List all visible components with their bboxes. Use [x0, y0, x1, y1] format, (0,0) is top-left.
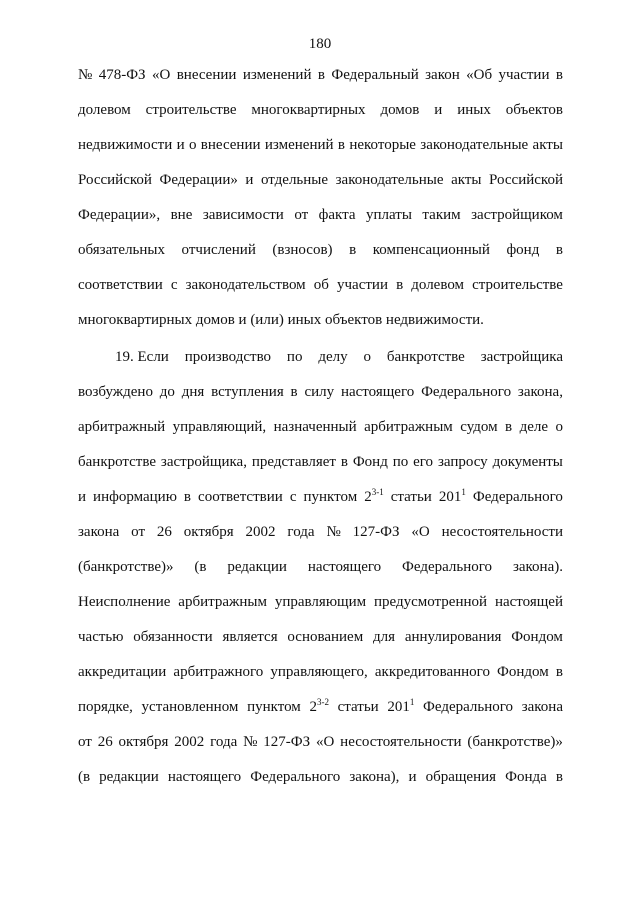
word: арбитражный — [78, 419, 166, 435]
word: Федеральный — [331, 67, 419, 83]
word: «О — [315, 734, 335, 750]
word: в — [349, 242, 357, 258]
word: компенсационный — [372, 242, 490, 258]
word: в — [183, 489, 192, 505]
word: 127-ФЗ — [263, 734, 311, 750]
word: 26 — [97, 734, 113, 750]
text-line — [78, 452, 563, 472]
text-line — [78, 100, 563, 120]
word: октября — [118, 734, 169, 750]
word: с — [170, 277, 178, 293]
word: (взносов) — [272, 242, 333, 258]
word: застройщика, — [160, 454, 247, 470]
word: внесении — [176, 67, 237, 83]
word: и — [408, 769, 417, 785]
word: (банкротстве)» — [467, 734, 563, 750]
text-line — [78, 557, 563, 577]
word: долевом — [411, 277, 465, 293]
word: закона — [521, 699, 563, 715]
word: Фонд — [352, 454, 388, 470]
word: года — [287, 524, 315, 540]
word: таким — [422, 207, 461, 223]
word: предусмотренной — [373, 594, 488, 610]
word: в — [340, 454, 348, 470]
word: объектов — [505, 102, 563, 118]
word: внесении — [200, 137, 261, 153]
word: и — [78, 489, 87, 505]
word: представляет — [251, 454, 336, 470]
word: отчислений — [181, 242, 256, 258]
text-line — [78, 487, 563, 507]
word: и — [176, 137, 185, 153]
word: Неисполнение — [78, 594, 171, 610]
superscript: 3-2 — [316, 697, 329, 707]
word: Федерации» — [159, 172, 238, 188]
word: аккредитованного — [374, 664, 490, 680]
word: строительстве — [145, 102, 237, 118]
word: 2002 — [245, 524, 276, 540]
word: фонд — [506, 242, 540, 258]
word: дня — [181, 384, 205, 400]
word: законодательные — [420, 137, 529, 153]
word: «О — [411, 524, 430, 540]
word: о — [188, 137, 197, 153]
word: Федерального — [472, 489, 563, 505]
word: участии — [337, 277, 388, 293]
word: законодательные — [335, 172, 444, 188]
word: по — [286, 349, 303, 365]
word: Российской — [489, 172, 563, 188]
word: и — [245, 172, 254, 188]
word: 2$^{3-2}$ — [309, 697, 329, 715]
superscript: 1 — [461, 487, 466, 497]
word: изменений — [242, 67, 312, 83]
word: Федерального — [402, 559, 493, 575]
word: в — [555, 769, 563, 785]
text-line: многоквартирных домов и (или) иных объектов недвижимости. — [78, 312, 484, 328]
word: Фонда — [505, 769, 547, 785]
word: редакции — [99, 769, 159, 785]
word: № — [243, 734, 258, 750]
text-line — [78, 592, 563, 612]
word: арбитражным — [364, 419, 453, 435]
word: в — [555, 67, 563, 83]
word: редакции — [227, 559, 287, 575]
word: в — [317, 67, 325, 83]
word: информацию — [93, 489, 177, 505]
word: (банкротстве)» — [78, 559, 174, 575]
word: факта — [318, 207, 356, 223]
word: «О — [151, 67, 171, 83]
word: Федерального — [423, 699, 514, 715]
superscript: 3-1 — [371, 487, 384, 497]
word: вступления — [211, 384, 284, 400]
word: о — [363, 349, 371, 365]
word: о — [555, 419, 563, 435]
text-line — [78, 65, 563, 85]
word: Федерального — [421, 384, 512, 400]
word: 19. Если — [115, 349, 169, 365]
word: и — [434, 102, 443, 118]
word: многоквартирных — [251, 102, 366, 118]
word: с — [289, 489, 297, 505]
word: «Об — [466, 67, 493, 83]
word: 478-ФЗ — [98, 67, 146, 83]
text-line — [78, 205, 563, 225]
word: 2002 — [174, 734, 205, 750]
word: (в — [194, 559, 207, 575]
word: установленном — [141, 699, 239, 715]
word: долевом — [78, 102, 131, 118]
word: арбитражным — [178, 594, 267, 610]
word: закона — [78, 524, 120, 540]
word: 26 — [156, 524, 172, 540]
word: обязанности — [133, 629, 213, 645]
word: порядке, — [78, 699, 133, 715]
word: в — [290, 384, 298, 400]
word: зависимости — [202, 207, 284, 223]
word: Российской — [78, 172, 152, 188]
word: назначенный — [273, 419, 357, 435]
word: его — [413, 454, 434, 470]
word: в — [505, 419, 513, 435]
word: участии — [498, 67, 550, 83]
word: закона, — [517, 384, 563, 400]
word: аккредитации — [78, 664, 167, 680]
word: уплаты — [366, 207, 412, 223]
word: от — [78, 734, 92, 750]
word: № — [78, 67, 93, 83]
word: настоящего — [167, 769, 242, 785]
word: акты — [451, 172, 482, 188]
word: законодательством — [185, 277, 306, 293]
text-line — [78, 240, 563, 260]
word: № — [326, 524, 341, 540]
word: закон — [425, 67, 460, 83]
superscript: 1 — [409, 697, 415, 707]
word: изменений — [264, 137, 334, 153]
word: управляющий, — [172, 419, 267, 435]
text-line — [78, 627, 563, 647]
text-line — [78, 275, 563, 295]
word: судом — [460, 419, 498, 435]
word: недвижимости — [78, 137, 173, 153]
word: основанием — [287, 629, 364, 645]
word: обращения — [425, 769, 497, 785]
text-line — [78, 697, 563, 717]
word: статьи — [390, 489, 432, 505]
word: силу — [304, 384, 335, 400]
page-number: 180 — [308, 36, 332, 52]
word: делу — [318, 349, 348, 365]
text-line — [78, 382, 563, 402]
word: Федерального — [250, 769, 341, 785]
word: запросу — [437, 454, 488, 470]
word: для — [373, 629, 396, 645]
word: акты — [532, 137, 563, 153]
word: аннулирования — [404, 629, 502, 645]
word: застройщика — [480, 349, 563, 365]
word: 127-ФЗ — [352, 524, 400, 540]
word: по — [392, 454, 409, 470]
word: документы — [492, 454, 563, 470]
word: Фондом — [497, 664, 549, 680]
word: отдельные — [261, 172, 329, 188]
word: настоящего — [340, 384, 415, 400]
word: статьи — [337, 699, 379, 715]
text-line — [78, 417, 563, 437]
word: производство — [184, 349, 272, 365]
word: застройщиком — [471, 207, 563, 223]
word: в — [555, 664, 563, 680]
word: вне — [170, 207, 193, 223]
word: об — [313, 277, 329, 293]
word: $201^1$ — [438, 487, 466, 505]
word: Федерации», — [78, 207, 161, 223]
text-line — [115, 347, 563, 367]
word: управляющего, — [270, 664, 368, 680]
word: $201^1$ — [387, 697, 415, 715]
word: банкротстве — [386, 349, 465, 365]
word: от — [131, 524, 146, 540]
word: строительстве — [472, 277, 563, 293]
text-line — [78, 170, 563, 190]
word: возбуждено — [78, 384, 153, 400]
word: деле — [519, 419, 548, 435]
word: соответствии — [78, 277, 163, 293]
word: арбитражного — [173, 664, 264, 680]
word: является — [222, 629, 278, 645]
word: пунктом — [303, 489, 358, 505]
word: октября — [183, 524, 234, 540]
text-line — [78, 662, 563, 682]
word: года — [210, 734, 238, 750]
word: в — [555, 242, 563, 258]
word: несостоятельности — [340, 734, 462, 750]
word: соответствии — [198, 489, 283, 505]
word: домов — [380, 102, 420, 118]
word: некоторые — [349, 137, 416, 153]
text-line — [78, 135, 563, 155]
word: управляющим — [274, 594, 367, 610]
text-line — [78, 522, 563, 542]
word: несостоятельности — [441, 524, 563, 540]
word: иных — [457, 102, 491, 118]
word: банкротстве — [78, 454, 157, 470]
word: закона). — [512, 559, 563, 575]
word: пунктом — [247, 699, 301, 715]
word: настоящего — [307, 559, 382, 575]
word: до — [159, 384, 175, 400]
word: в — [337, 137, 345, 153]
word: закона), — [349, 769, 400, 785]
word: в — [396, 277, 404, 293]
word: (в — [78, 769, 91, 785]
word: 2$^{3-1}$ — [364, 487, 384, 505]
word: частью — [78, 629, 124, 645]
word: от — [294, 207, 309, 223]
text-line — [78, 767, 563, 787]
word: настоящей — [494, 594, 563, 610]
text-line — [78, 732, 563, 752]
word: обязательных — [78, 242, 165, 258]
word: Фондом — [511, 629, 563, 645]
